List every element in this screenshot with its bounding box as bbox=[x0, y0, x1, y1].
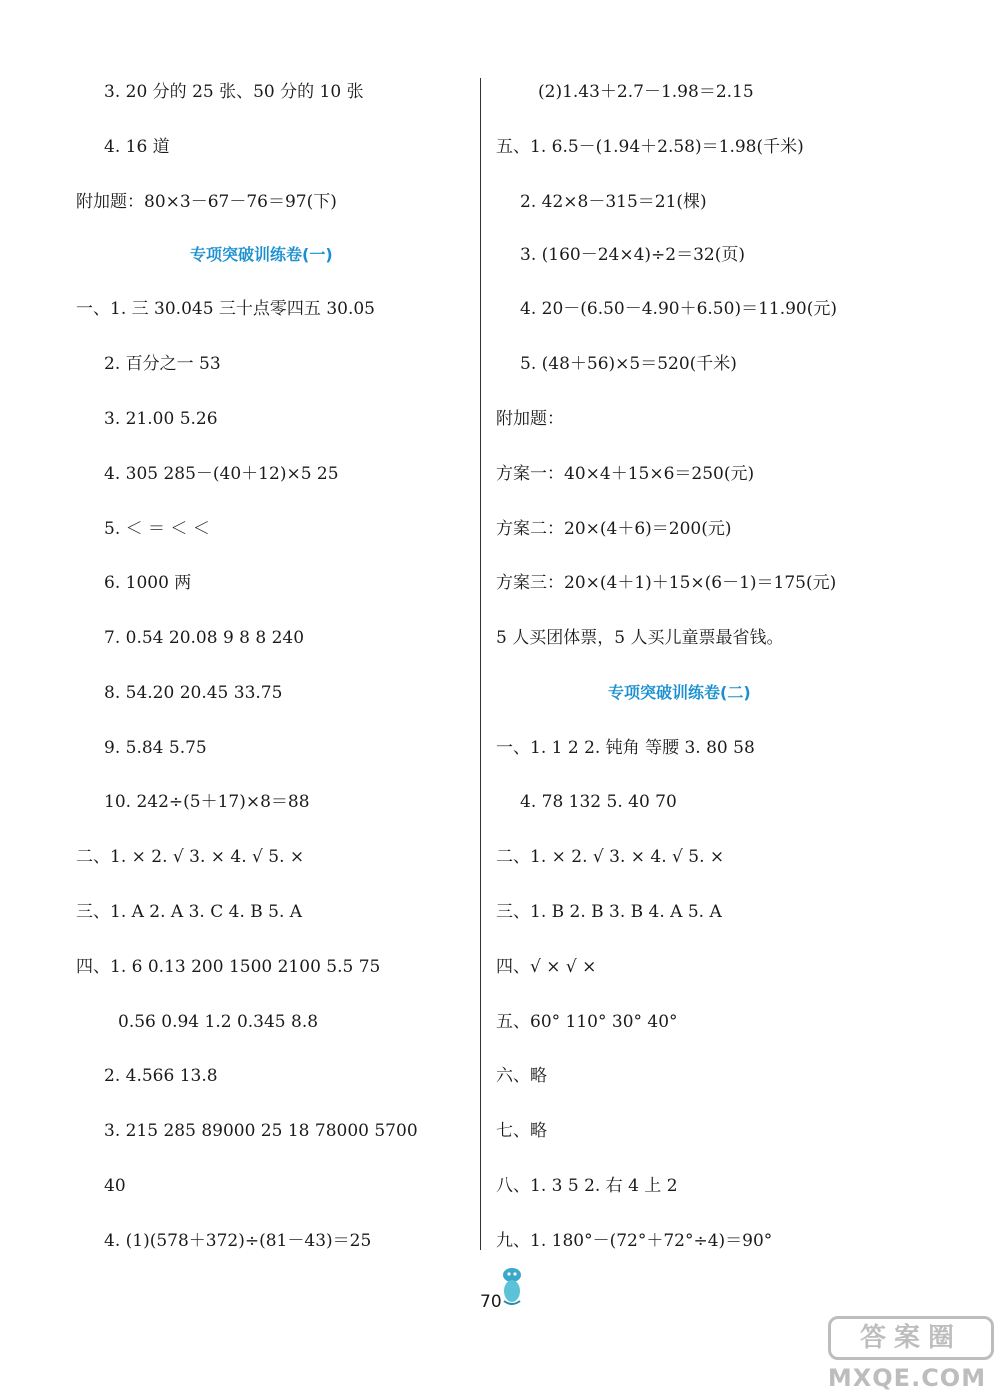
answer-line: 4. 20－(6.50－4.90＋6.50)＝11.90(元) bbox=[520, 299, 838, 319]
answer-line: 一、1. 1 2 2. 钝角 等腰 3. 80 58 bbox=[496, 738, 755, 758]
answer-line: 三、1. B 2. B 3. B 4. A 5. A bbox=[496, 902, 722, 922]
answer-line: 8. 54.20 20.45 33.75 bbox=[104, 683, 283, 703]
answer-line: 一、1. 三 30.045 三十点零四五 30.05 bbox=[76, 299, 375, 319]
answer-line: 七、略 bbox=[496, 1121, 547, 1141]
answer-line: 5. ＜ ＝ ＜ ＜ bbox=[104, 519, 210, 539]
answer-line: (2)1.43＋2.7－1.98＝2.15 bbox=[538, 82, 754, 102]
answer-line: 方案三：20×(4＋1)＋15×(6－1)＝175(元) bbox=[496, 573, 837, 593]
answer-line: 八、1. 3 5 2. 右 4 上 2 bbox=[496, 1176, 678, 1196]
answer-line: 2. 42×8－315＝21(棵) bbox=[520, 192, 707, 212]
answer-line: 3. (160－24×4)÷2＝32(页) bbox=[520, 245, 745, 265]
column-divider bbox=[480, 78, 481, 1250]
answer-line: 6. 1000 两 bbox=[104, 573, 192, 593]
answer-line: 五、60° 110° 30° 40° bbox=[496, 1012, 678, 1032]
answer-line: 九、1. 180°－(72°＋72°÷4)＝90° bbox=[496, 1231, 773, 1251]
answer-line: 4. 305 285－(40＋12)×5 25 bbox=[104, 464, 339, 484]
answer-line: 3. 215 285 89000 25 18 78000 5700 bbox=[104, 1121, 418, 1141]
answer-line: 五、1. 6.5－(1.94＋2.58)＝1.98(千米) bbox=[496, 137, 804, 157]
answer-line: 40 bbox=[104, 1176, 126, 1196]
answer-line: 四、√ × √ × bbox=[496, 957, 597, 977]
section-heading-2: 专项突破训练卷(二) bbox=[608, 683, 751, 702]
answer-line: 二、1. × 2. √ 3. × 4. √ 5. × bbox=[76, 847, 305, 867]
answer-line: 方案二：20×(4＋6)＝200(元) bbox=[496, 519, 732, 539]
answer-line: 4. (1)(578＋372)÷(81－43)＝25 bbox=[104, 1231, 372, 1251]
answer-line: 0.56 0.94 1.2 0.345 8.8 bbox=[118, 1012, 319, 1032]
mascot-icon bbox=[498, 1265, 526, 1312]
bonus-question-line: 附加题：80×3－67－76＝97(下) bbox=[76, 192, 337, 212]
watermark-title: 答案圈 bbox=[828, 1316, 994, 1360]
answer-line: 5. (48＋56)×5＝520(千米) bbox=[520, 354, 737, 374]
watermark bbox=[818, 1316, 996, 1396]
answer-line: 4. 78 132 5. 40 70 bbox=[520, 792, 677, 812]
answer-line: 9. 5.84 5.75 bbox=[104, 738, 207, 758]
answer-line: 二、1. × 2. √ 3. × 4. √ 5. × bbox=[496, 847, 725, 867]
answer-line: 四、1. 6 0.13 200 1500 2100 5.5 75 bbox=[76, 957, 381, 977]
answer-line: 7. 0.54 20.08 9 8 8 240 bbox=[104, 628, 305, 648]
section-heading-1: 专项突破训练卷(一) bbox=[190, 245, 333, 264]
bonus-question-label: 附加题： bbox=[496, 409, 564, 429]
page-number: 70 bbox=[480, 1292, 502, 1312]
answer-line: 2. 百分之一 53 bbox=[104, 354, 221, 374]
answer-line: 2. 4.566 13.8 bbox=[104, 1066, 218, 1086]
answer-line: 六、略 bbox=[496, 1066, 547, 1086]
answer-line: 3. 21.00 5.26 bbox=[104, 409, 218, 429]
answer-line: 3. 20 分的 25 张、50 分的 10 张 bbox=[104, 82, 364, 102]
answer-line: 三、1. A 2. A 3. C 4. B 5. A bbox=[76, 902, 303, 922]
answer-line: 5 人买团体票，5 人买儿童票最省钱。 bbox=[496, 628, 784, 648]
answer-line: 方案一：40×4＋15×6＝250(元) bbox=[496, 464, 755, 484]
answer-line: 10. 242÷(5＋17)×8＝88 bbox=[104, 792, 310, 812]
answer-line: 4. 16 道 bbox=[104, 137, 170, 157]
watermark-site: MXQE.COM bbox=[827, 1364, 987, 1392]
